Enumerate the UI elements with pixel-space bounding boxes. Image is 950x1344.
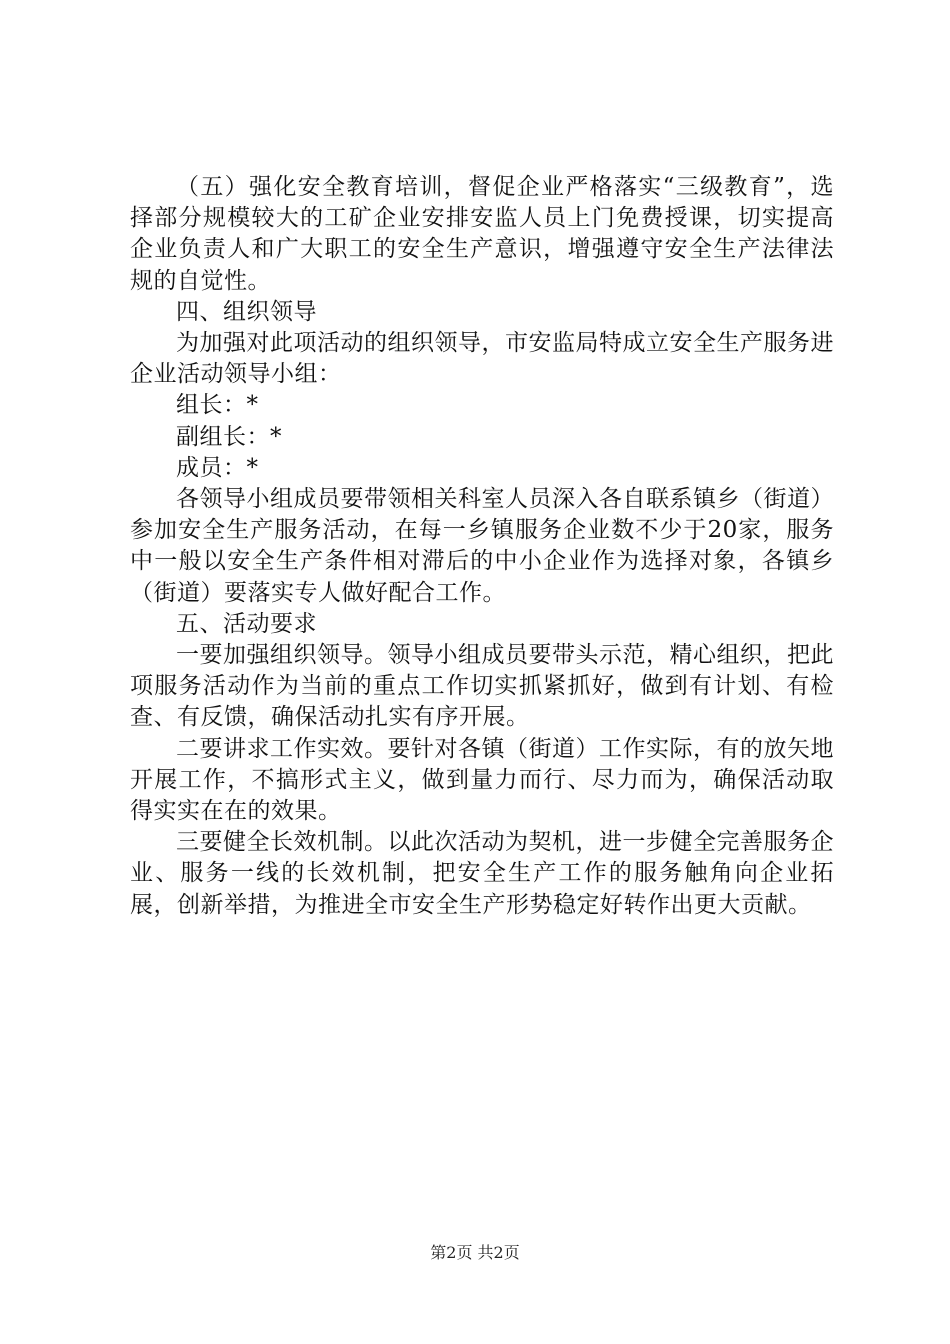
paragraph-requirement-3: 三要健全长效机制。以此次活动为契机，进一步健全完善服务企业、服务一线的长效机制，把安全生产工作的服务触角向企业拓展，创新举措，为推进全市安全生产形势稳定好转作出更大贡献。 (130, 829, 834, 918)
paragraph-requirement-1: 一要加强组织领导。领导小组成员要带头示范，精心组织，把此项服务活动作为当前的重点工作切实抓紧抓好，做到有计划、有检查、有反馈，确保活动扎实有序开展。 (130, 642, 834, 731)
page-footer: 第2页 共2页 (430, 1243, 520, 1262)
leader-line: 组长：* (176, 392, 259, 419)
deputy-leader-line: 副组长：* (176, 423, 282, 450)
paragraph-requirement-2: 二要讲求工作实效。要针对各镇（街道）工作实际，有的放矢地开展工作，不搞形式主义，做到量力而行、尽力而为，确保活动取得实实在在的效果。 (130, 735, 834, 825)
paragraph-organization-intro: 为加强对此项活动的组织领导，市安监局特成立安全生产服务进企业活动领导小组： (130, 330, 834, 388)
members-line: 成员：* (176, 454, 259, 481)
paragraph-organization-body: 各领导小组成员要带领相关科室人员深入各自联系镇乡（街道）参加安全生产服务活动，在每一乡镇服务企业数不少于20家，服务中一般以安全生产条件相对滞后的中小企业作为选择对象，各镇乡（街道）要落实专人做好配合工作。 (130, 486, 834, 606)
paragraph-item-5: （五）强化安全教育培训，督促企业严格落实“三级教育”，选择部分规模较大的工矿企业安排安监人员上门免费授课，切实提高企业负责人和广大职工的安全生产意识，增强遵守安全生产法律法规的自觉性。 (130, 174, 834, 294)
document-body (130, 172, 834, 921)
section-heading-organization: 四、组织领导 (176, 298, 317, 325)
section-heading-requirements: 五、活动要求 (176, 610, 317, 637)
